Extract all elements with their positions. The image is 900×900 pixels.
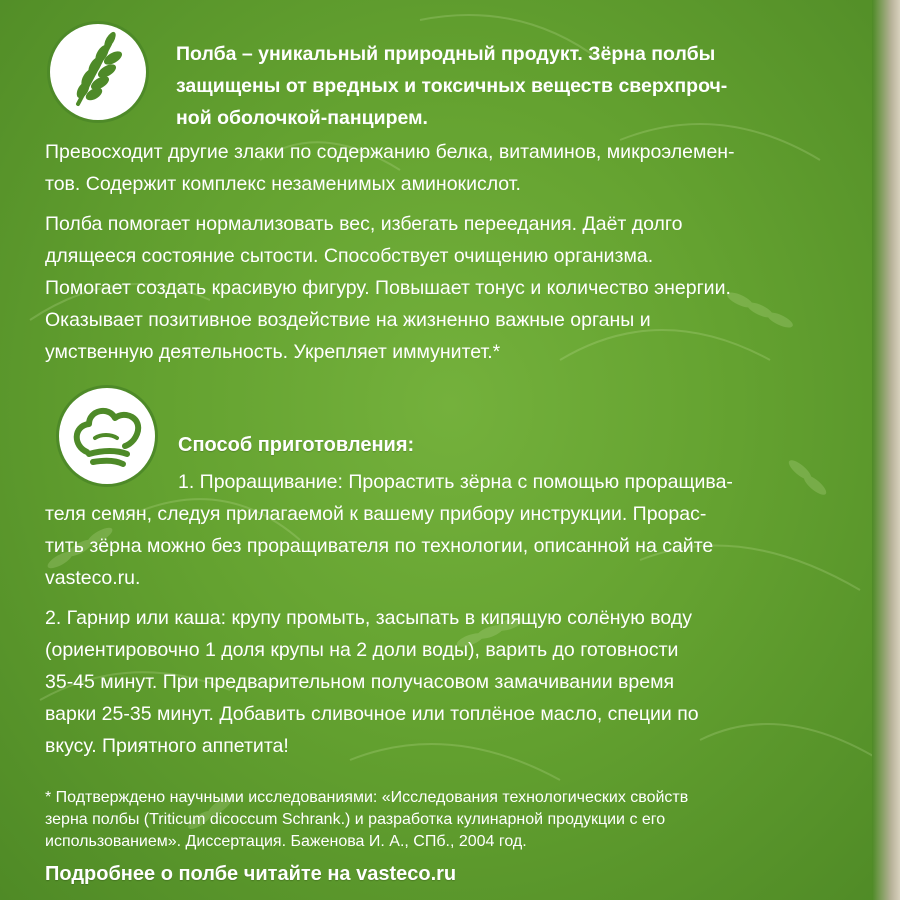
text-line: тить зёрна можно без проращивателя по технологии, описанной на сайте — [45, 535, 714, 557]
footnote — [45, 787, 871, 853]
text-line: вкусу. Приятного аппетита! — [45, 735, 289, 757]
text-line: 2. Гарнир или каша: крупу промыть, засыпать в кипящую солёную воду — [45, 607, 692, 629]
intro-line: Полба – уникальный природный продукт. Зёрна полбы — [176, 43, 716, 65]
intro-line: ной оболочкой-панцирем. — [176, 107, 428, 129]
text-line: Превосходит другие злаки по содержанию белка, витаминов, микроэлемен- — [45, 141, 735, 163]
more-info-link-text: Подробнее о полбе читайте на vasteco.ru — [45, 863, 457, 885]
benefits-paragraph-2 — [45, 208, 871, 368]
text-line: Полба помогает нормализовать вес, избегать переедания. Даёт долго — [45, 213, 683, 235]
cooking-step-2 — [45, 602, 865, 762]
text-line: 1. Проращивание: Прорастить зёрна с помощью проращива- — [178, 471, 733, 493]
text-line: теля семян, следуя прилагаемой к вашему прибору инструкции. Прорас- — [45, 503, 707, 525]
intro-text — [176, 38, 874, 134]
text-line: умственную деятельность. Укрепляет иммунитет.* — [45, 341, 501, 363]
text-line: vasteco.ru. — [45, 567, 141, 589]
benefits-paragraph-1 — [45, 136, 871, 200]
footnote-line: зерна полбы (Triticum dicoccum Schrank.) и разработка кулинарной продукции с его — [45, 811, 666, 828]
footnote-line: использованием». Диссертация. Баженова И. А., СПб., 2004 год. — [45, 833, 527, 850]
text-line: 35-45 минут. При предварительном получасовом замачивании время — [45, 671, 675, 693]
wheat-icon — [50, 24, 146, 120]
cooking-title: Способ приготовления: — [178, 434, 415, 456]
cooking-step-1 — [45, 466, 865, 594]
text-line: Помогает создать красивую фигуру. Повышает тонус и количество энергии. — [45, 277, 731, 299]
text-line: (ориентировочно 1 доля крупы на 2 доли воды), варить до готовности — [45, 639, 679, 661]
package-edge — [872, 0, 900, 900]
text-line: Оказывает позитивное воздействие на жизненно важные органы и — [45, 309, 651, 331]
text-line: варки 25-35 минут. Добавить сливочное или топлёное масло, специи по — [45, 703, 699, 725]
footnote-line: * Подтверждено научными исследованиями: «Исследования технологических свойств — [45, 789, 689, 806]
text-line: тов. Содержит комплекс незаменимых аминокислот. — [45, 173, 521, 195]
intro-line: защищены от вредных и токсичных веществ сверхпроч- — [176, 75, 728, 97]
text-line: длящееся состояние сытости. Способствует очищению организма. — [45, 245, 654, 267]
